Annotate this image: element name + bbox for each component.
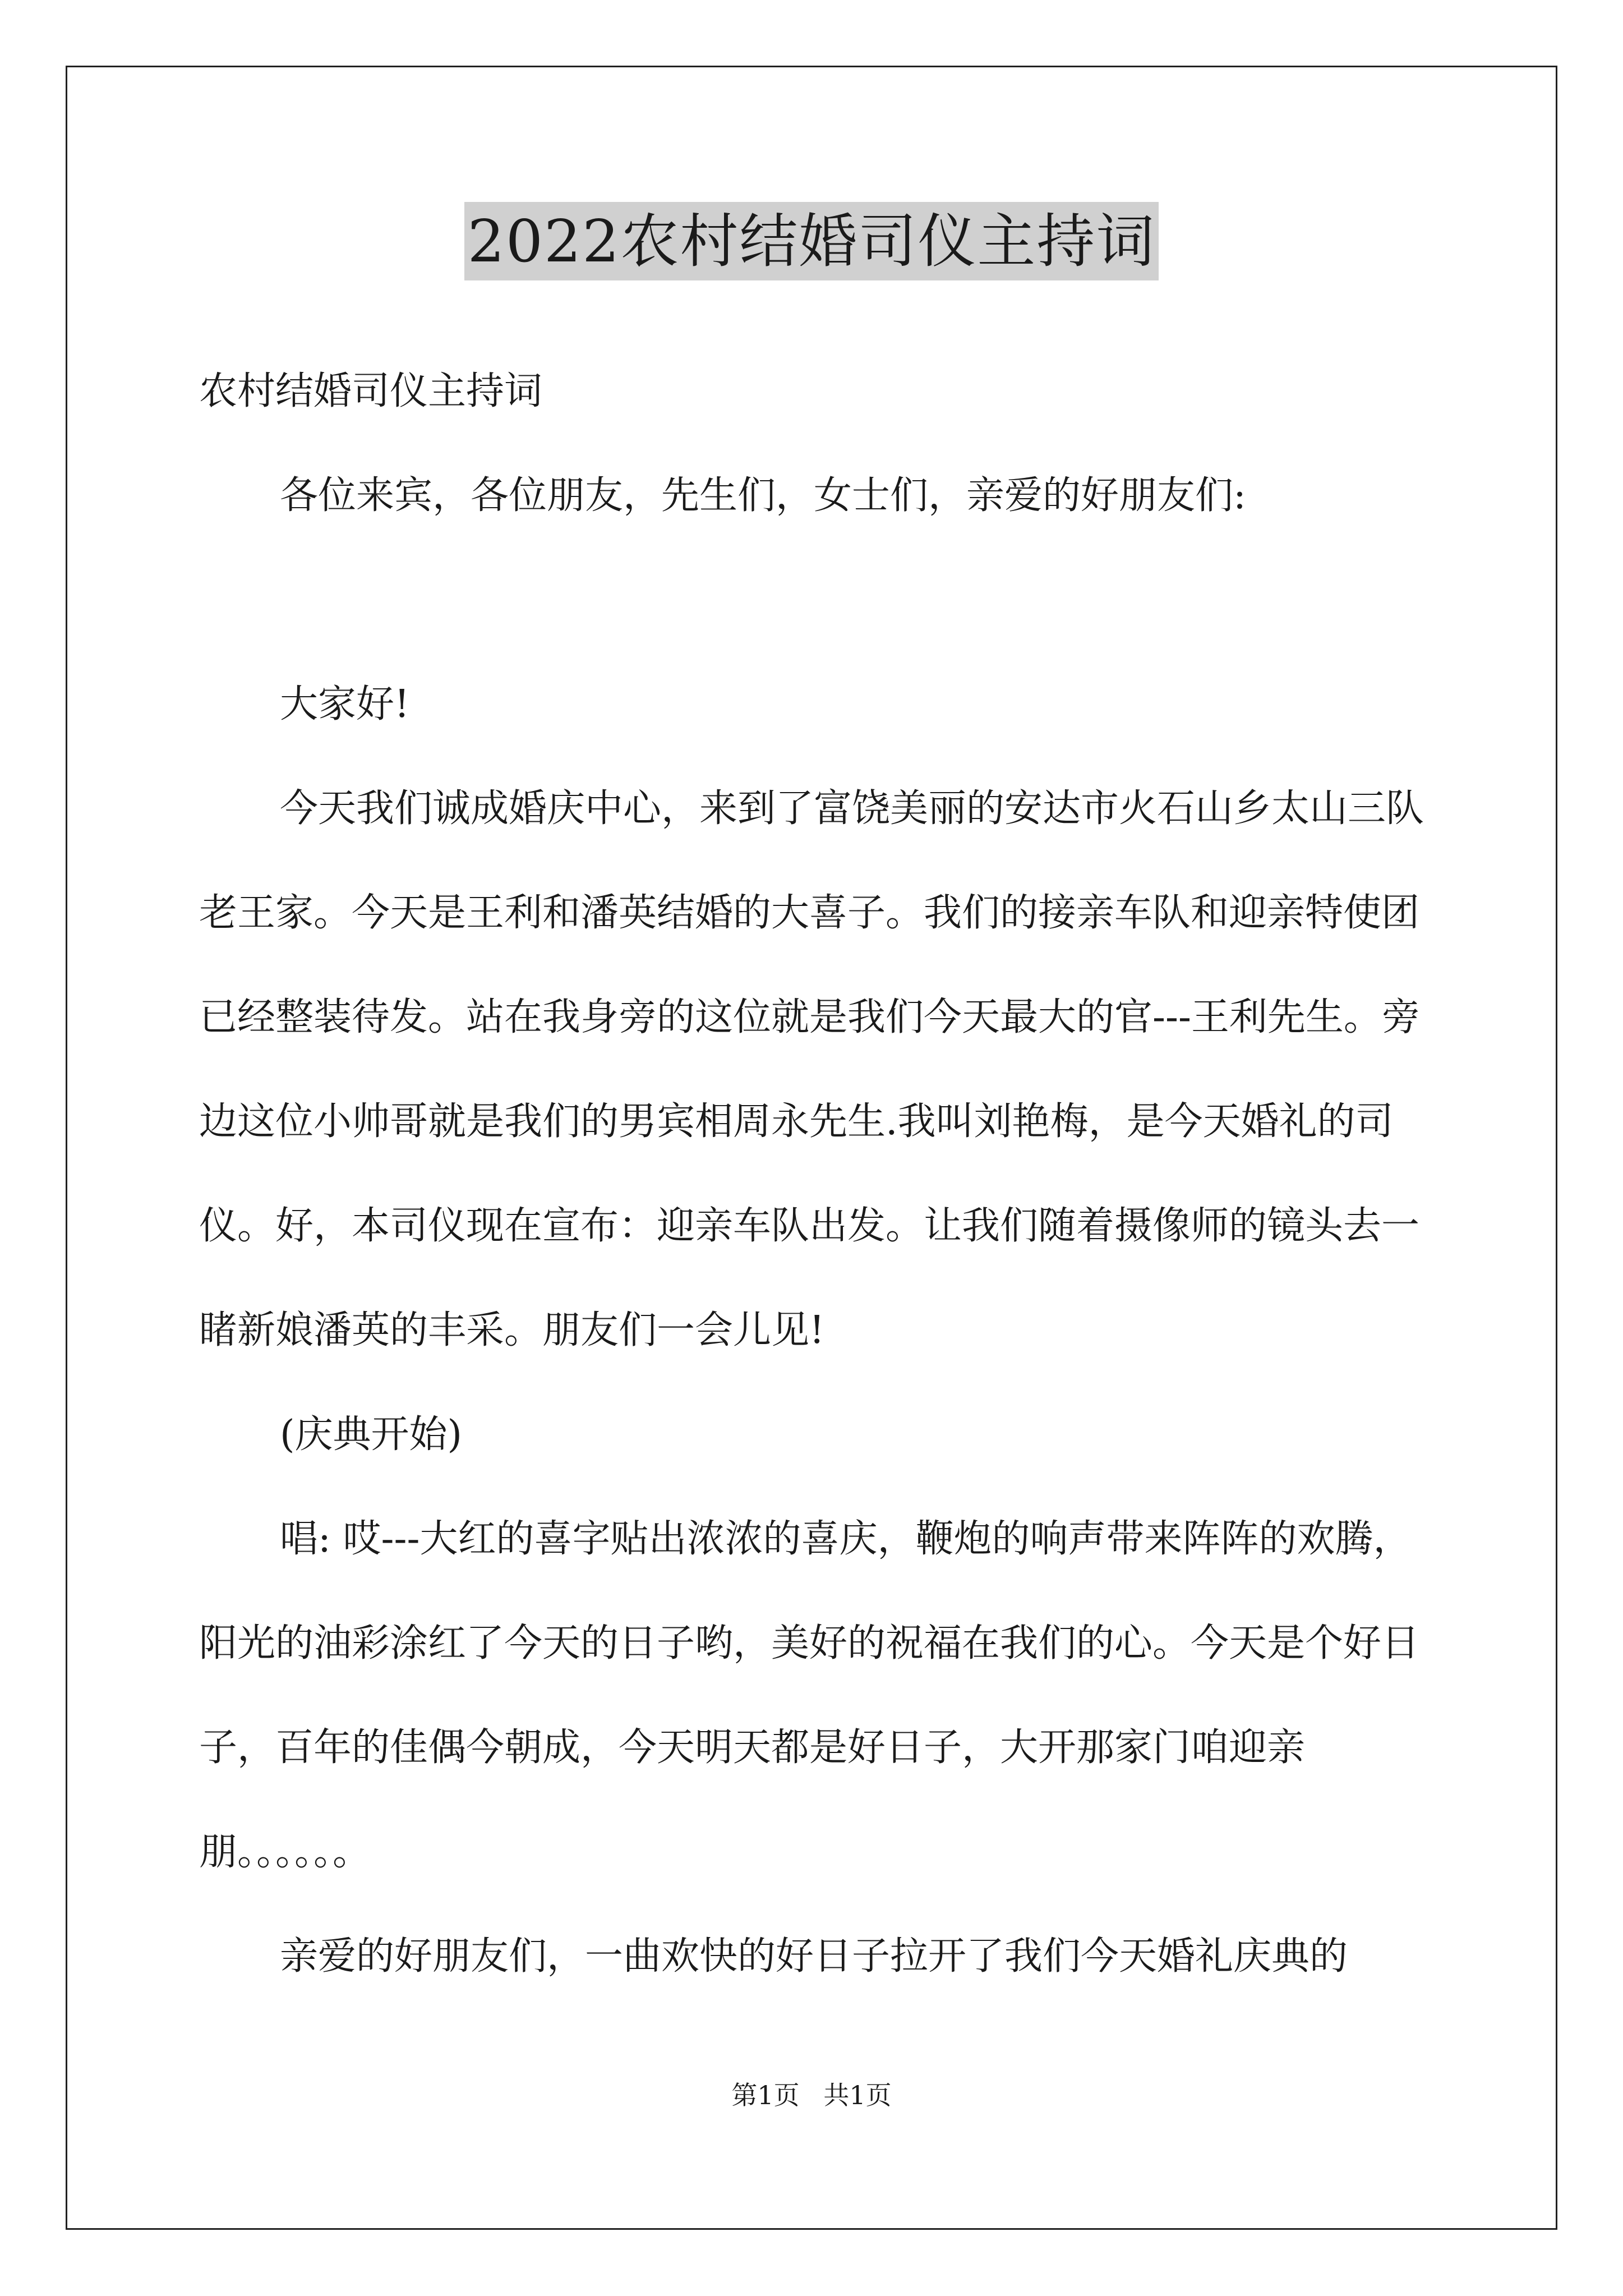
page-number-current: 第1页 xyxy=(731,2080,800,2110)
paragraph-subtitle: 农村结婚司仪主持词 xyxy=(199,369,543,413)
page-number-total: 共1页 xyxy=(823,2080,892,2110)
paragraph-hello: 大家好! xyxy=(280,682,410,726)
paragraph-song: 唱: 哎---大红的喜字贴出浓浓的喜庆，鞭炮的响声带来阵阵的欢腾，阳光的油彩涂红了今天的日子哟，美好的祝福在我们的心。今天是个好日子，百年的佳偶今朝成，今天明天都是好日子，大开那家门咱迎亲朋。。。。。。 xyxy=(199,1517,1420,1874)
blank-line xyxy=(199,548,1444,652)
paragraph-intro: 今天我们诚成婚庆中心，来到了富饶美丽的安达市火石山乡太山三队老王家。今天是王利和潘英结婚的大喜子。我们的接亲车队和迎亲特使团已经整装待发。站在我身旁的这位就是我们今天最大的官---王利先生。旁边这位小帅哥就是我们的男宾相周永先生.我叫刘艳梅，是今天婚礼的司仪。好，本司仪现在宣布：迎亲车队出发。让我们随着摄像师的镜头去一睹新娘潘英的丰采。朋友们一会儿见! xyxy=(199,786,1424,1352)
document-body xyxy=(199,339,1444,2009)
title-container xyxy=(0,202,1623,280)
paragraph-ceremony-start: (庆典开始) xyxy=(280,1412,463,1457)
document-title: 2022农村结婚司仪主持词 xyxy=(464,202,1159,280)
page-footer xyxy=(0,2078,1623,2112)
paragraph-greeting: 各位来宾，各位朋友，先生们，女士们，亲爱的好朋友们: xyxy=(280,473,1246,518)
paragraph-closing: 亲爱的好朋友们，一曲欢快的好日子拉开了我们今天婚礼庆典的 xyxy=(280,1934,1348,1978)
